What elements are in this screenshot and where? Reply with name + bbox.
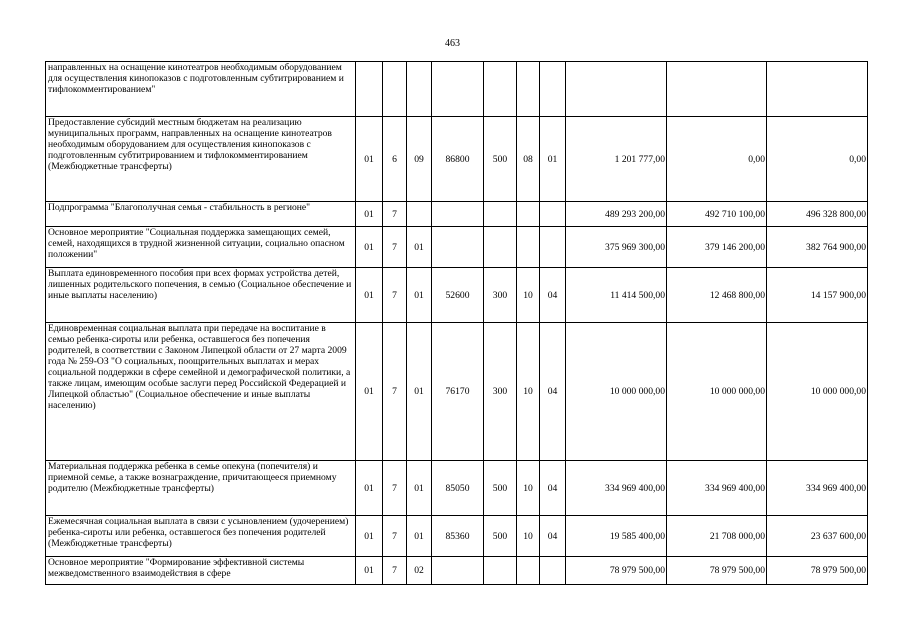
amount-year-3: 10 000 000,00 bbox=[767, 323, 868, 461]
code-program: 01 bbox=[356, 202, 383, 227]
amount-year-3: 14 157 900,00 bbox=[767, 268, 868, 323]
amount-year-1: 10 000 000,00 bbox=[566, 323, 667, 461]
code-section: 10 bbox=[517, 323, 540, 461]
table-row bbox=[46, 323, 868, 461]
code-main-event bbox=[407, 202, 432, 227]
code-section: 10 bbox=[517, 268, 540, 323]
amount-year-3: 78 979 500,00 bbox=[767, 557, 868, 585]
code-section bbox=[517, 227, 540, 268]
amount-year-3: 382 764 900,00 bbox=[767, 227, 868, 268]
code-expense-type: 500 bbox=[484, 516, 517, 557]
amount-year-2: 334 969 400,00 bbox=[667, 461, 767, 516]
code-main-event: 01 bbox=[407, 516, 432, 557]
amount-year-2: 379 146 200,00 bbox=[667, 227, 767, 268]
code-program: 01 bbox=[356, 516, 383, 557]
amount-year-2: 0,00 bbox=[667, 117, 767, 202]
code-direction: 52600 bbox=[432, 268, 484, 323]
code-subprogram: 6 bbox=[383, 117, 407, 202]
code-program: 01 bbox=[356, 117, 383, 202]
code-program: 01 bbox=[356, 461, 383, 516]
code-direction: 76170 bbox=[432, 323, 484, 461]
table-row bbox=[46, 461, 868, 516]
code-subprogram: 7 bbox=[383, 202, 407, 227]
table-row bbox=[46, 117, 868, 202]
amount-year-2: 10 000 000,00 bbox=[667, 323, 767, 461]
amount-year-1: 334 969 400,00 bbox=[566, 461, 667, 516]
code-subprogram: 7 bbox=[383, 227, 407, 268]
code-expense-type bbox=[484, 227, 517, 268]
code-expense-type bbox=[484, 557, 517, 585]
code-subsection: 04 bbox=[540, 323, 566, 461]
code-expense-type: 500 bbox=[484, 117, 517, 202]
code-subprogram: 7 bbox=[383, 557, 407, 585]
amount-year-1: 19 585 400,00 bbox=[566, 516, 667, 557]
code-expense-type: 300 bbox=[484, 268, 517, 323]
row-description: Предоставление субсидий местным бюджетам на реализацию муниципальных программ, направленных на оснащение кинотеатров необходимым оборудованием для осуществления кинопоказов с подготовленным субтитрированием и тифлокомментированием (Межбюджетные трансферты) bbox=[46, 117, 356, 202]
code-subsection bbox=[540, 557, 566, 585]
code-expense-type: 300 bbox=[484, 323, 517, 461]
code-subsection: 04 bbox=[540, 268, 566, 323]
code-section bbox=[517, 557, 540, 585]
amount-year-1 bbox=[566, 62, 667, 117]
amount-year-1: 1 201 777,00 bbox=[566, 117, 667, 202]
budget-table bbox=[45, 61, 868, 585]
code-section: 08 bbox=[517, 117, 540, 202]
code-direction bbox=[432, 62, 484, 117]
code-direction: 86800 bbox=[432, 117, 484, 202]
code-program: 01 bbox=[356, 557, 383, 585]
code-direction bbox=[432, 227, 484, 268]
amount-year-2: 21 708 000,00 bbox=[667, 516, 767, 557]
code-expense-type: 500 bbox=[484, 461, 517, 516]
table-row bbox=[46, 557, 868, 585]
code-subprogram: 7 bbox=[383, 323, 407, 461]
page-number: 463 bbox=[445, 38, 460, 49]
code-subprogram: 7 bbox=[383, 516, 407, 557]
table-row bbox=[46, 202, 868, 227]
amount-year-3: 23 637 600,00 bbox=[767, 516, 868, 557]
code-program: 01 bbox=[356, 323, 383, 461]
amount-year-3 bbox=[767, 62, 868, 117]
code-section: 10 bbox=[517, 461, 540, 516]
code-subsection bbox=[540, 227, 566, 268]
code-direction: 85050 bbox=[432, 461, 484, 516]
code-main-event: 01 bbox=[407, 323, 432, 461]
code-program: 01 bbox=[356, 268, 383, 323]
code-main-event: 09 bbox=[407, 117, 432, 202]
code-section bbox=[517, 202, 540, 227]
amount-year-3: 496 328 800,00 bbox=[767, 202, 868, 227]
code-direction bbox=[432, 202, 484, 227]
amount-year-2: 78 979 500,00 bbox=[667, 557, 767, 585]
row-description: Подпрограмма "Благополучная семья - стабильность в регионе" bbox=[46, 202, 356, 227]
code-main-event: 01 bbox=[407, 461, 432, 516]
code-subsection bbox=[540, 202, 566, 227]
code-main-event: 01 bbox=[407, 227, 432, 268]
amount-year-2 bbox=[667, 62, 767, 117]
code-subsection: 04 bbox=[540, 516, 566, 557]
code-section: 10 bbox=[517, 516, 540, 557]
table-row bbox=[46, 516, 868, 557]
code-subprogram bbox=[383, 62, 407, 117]
code-main-event: 01 bbox=[407, 268, 432, 323]
code-section bbox=[517, 62, 540, 117]
code-subprogram: 7 bbox=[383, 268, 407, 323]
amount-year-3: 0,00 bbox=[767, 117, 868, 202]
row-description: Ежемесячная социальная выплата в связи с усыновлением (удочерением) ребенка-сироты или ребенка, оставшегося без попечения родителей (Межбюджетные трансферты) bbox=[46, 516, 356, 557]
code-direction: 85360 bbox=[432, 516, 484, 557]
amount-year-1: 78 979 500,00 bbox=[566, 557, 667, 585]
row-description: направленных на оснащение кинотеатров необходимым оборудованием для осуществления кинопоказов с подготовленным субтитрированием и тифлокомментированием" bbox=[46, 62, 356, 117]
code-subsection: 01 bbox=[540, 117, 566, 202]
row-description: Основное мероприятие "Социальная поддержка замещающих семей, семей, находящихся в трудной жизненной ситуации, социально опасном положении" bbox=[46, 227, 356, 268]
code-subsection bbox=[540, 62, 566, 117]
code-main-event bbox=[407, 62, 432, 117]
table-row bbox=[46, 62, 868, 117]
row-description: Единовременная социальная выплата при передаче на воспитание в семью ребенка-сироты или ребенка, оставшегося без попечения родителей, в соответствии с Законом Липецкой области от 27 марта 2009 года № 259-ОЗ "О социальных, поощрительных выплатах и мерах социальной поддержки в сфере семейной и демографической политики, а также лицам, имеющим особые заслуги перед Российской Федерацией и Липецкой областью" (Социальное обеспечение и иные выплаты населению) bbox=[46, 323, 356, 461]
amount-year-2: 492 710 100,00 bbox=[667, 202, 767, 227]
code-main-event: 02 bbox=[407, 557, 432, 585]
amount-year-1: 11 414 500,00 bbox=[566, 268, 667, 323]
code-subsection: 04 bbox=[540, 461, 566, 516]
row-description: Выплата единовременного пособия при всех формах устройства детей, лишенных родительского попечения, в семью (Социальное обеспечение и иные выплаты населению) bbox=[46, 268, 356, 323]
table-row bbox=[46, 268, 868, 323]
table-row bbox=[46, 227, 868, 268]
amount-year-2: 12 468 800,00 bbox=[667, 268, 767, 323]
code-subprogram: 7 bbox=[383, 461, 407, 516]
code-program bbox=[356, 62, 383, 117]
row-description: Основное мероприятие "Формирование эффективной системы межведомственного взаимодействия в сфере bbox=[46, 557, 356, 585]
row-description: Материальная поддержка ребенка в семье опекуна (попечителя) и приемной семье, а также вознаграждение, причитающееся приемному родителю (Межбюджетные трансферты) bbox=[46, 461, 356, 516]
amount-year-1: 489 293 200,00 bbox=[566, 202, 667, 227]
code-expense-type bbox=[484, 62, 517, 117]
amount-year-3: 334 969 400,00 bbox=[767, 461, 868, 516]
code-expense-type bbox=[484, 202, 517, 227]
code-program: 01 bbox=[356, 227, 383, 268]
code-direction bbox=[432, 557, 484, 585]
amount-year-1: 375 969 300,00 bbox=[566, 227, 667, 268]
